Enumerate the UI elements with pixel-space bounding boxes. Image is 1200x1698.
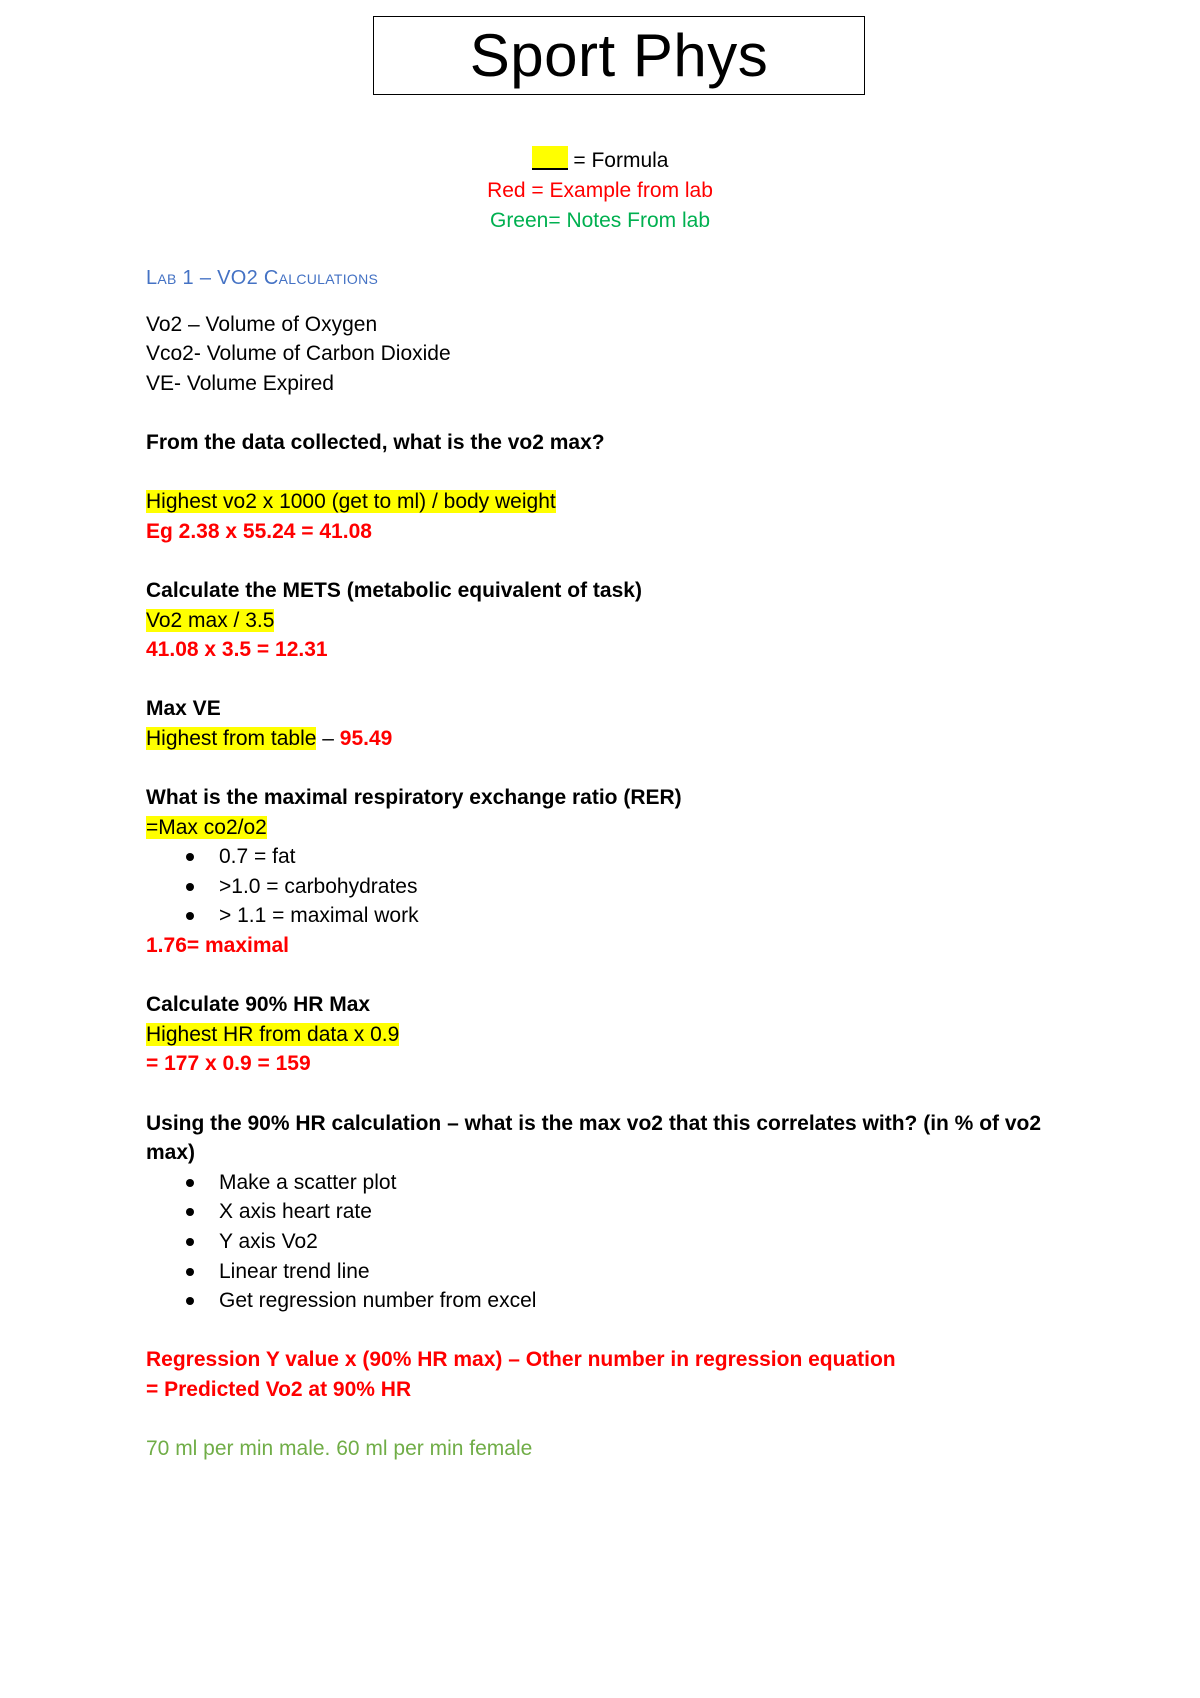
formula-highlight-swatch (532, 146, 568, 170)
list-item: Get regression number from excel (146, 1286, 1066, 1316)
color-legend (0, 146, 1200, 236)
bullet-icon (186, 1268, 194, 1276)
formula-hr-max: Highest HR from data x 0.9 (146, 1022, 400, 1046)
lab-note: 70 ml per min male. 60 ml per min female (146, 1437, 533, 1461)
definition-item: Vo2 – Volume of Oxygen (146, 312, 378, 336)
rer-bullet-list (146, 842, 1066, 931)
list-item: 0.7 = fat (146, 842, 1066, 872)
list-item: Linear trend line (146, 1257, 1066, 1287)
document-body (146, 264, 1066, 1464)
bullet-icon (186, 912, 194, 920)
bullet-icon (186, 1297, 194, 1305)
legend-red: Red = Example from lab (487, 179, 713, 202)
section-heading: Lab 1 – VO2 Calculations (146, 267, 379, 289)
scatter-plot-steps-list (146, 1168, 1066, 1316)
example-mets: 41.08 x 3.5 = 12.31 (146, 638, 328, 662)
bullet-icon (186, 853, 194, 861)
formula-vo2-max: Highest vo2 x 1000 (get to ml) / body weight (146, 490, 556, 514)
list-item: Make a scatter plot (146, 1168, 1066, 1198)
question-vo2-max: From the data collected, what is the vo2 max? (146, 430, 605, 454)
bullet-icon (186, 1208, 194, 1216)
legend-green: Green= Notes From lab (489, 209, 710, 232)
page-title: Sport Phys (373, 16, 865, 95)
formula-max-ve: Highest from table (146, 726, 317, 750)
list-item: >1.0 = carbohydrates (146, 872, 1066, 902)
list-item: Y axis Vo2 (146, 1227, 1066, 1257)
bullet-icon (186, 1179, 194, 1187)
bullet-icon (186, 883, 194, 891)
example-regression-line1: Regression Y value x (90% HR max) – Other number in regression equation (146, 1348, 896, 1372)
question-rer: What is the maximal respiratory exchange ratio (RER) (146, 786, 682, 810)
list-item: X axis heart rate (146, 1197, 1066, 1227)
example-max-ve: 95.49 (339, 726, 393, 750)
question-hr-max: Calculate 90% HR Max (146, 993, 371, 1017)
example-rer: 1.76= maximal (146, 934, 290, 958)
list-item: > 1.1 = maximal work (146, 901, 1066, 931)
bullet-icon (186, 1238, 194, 1246)
example-vo2-max: Eg 2.38 x 55.24 = 41.08 (146, 519, 372, 543)
formula-rer: =Max co2/o2 (146, 815, 267, 839)
legend-formula (0, 146, 1200, 176)
legend-formula-text: = Formula (573, 149, 669, 172)
definition-item: Vco2- Volume of Carbon Dioxide (146, 342, 451, 366)
definition-item: VE- Volume Expired (146, 371, 334, 395)
question-max-ve: Max VE (146, 697, 221, 721)
question-predicted-vo2: Using the 90% HR calculation – what is the max vo2 that this correlates with? (in % of vo2 max) (146, 1111, 1042, 1165)
question-mets: Calculate the METS (metabolic equivalent of task) (146, 578, 642, 602)
example-regression-line2: = Predicted Vo2 at 90% HR (146, 1377, 412, 1401)
formula-mets: Vo2 max / 3.5 (146, 608, 275, 632)
dash-separator: – (316, 726, 340, 750)
example-hr-max: = 177 x 0.9 = 159 (146, 1052, 311, 1076)
